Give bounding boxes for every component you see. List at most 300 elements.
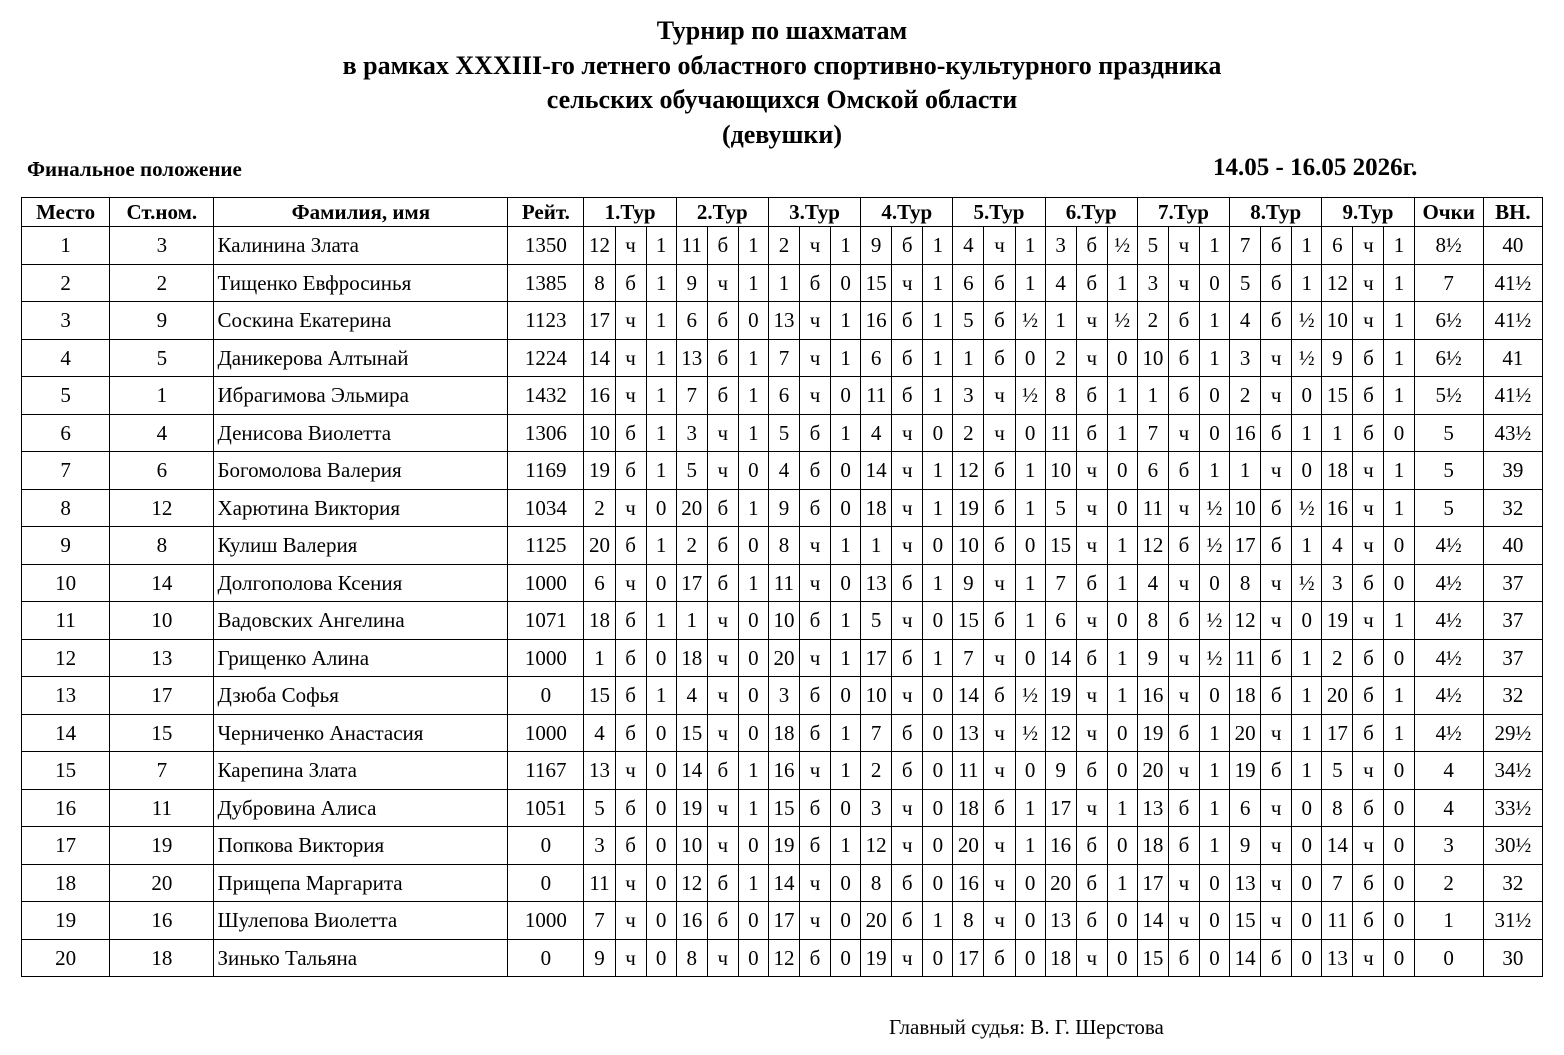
- result-cell: 1: [1107, 377, 1137, 415]
- result-cell: 0: [923, 939, 953, 977]
- result-cell: 1: [738, 789, 768, 827]
- result-cell: 1: [1292, 414, 1322, 452]
- opponent-cell: 14: [676, 752, 707, 790]
- opponent-cell: 11: [1045, 414, 1076, 452]
- result-cell: 0: [646, 789, 676, 827]
- opponent-cell: 14: [768, 864, 799, 902]
- opponent-cell: 14: [861, 452, 892, 490]
- color-cell: ч: [615, 939, 646, 977]
- table-row: [22, 827, 1543, 865]
- result-cell: 1: [646, 452, 676, 490]
- tournament-dates: 14.05 - 16.05 2026г.: [1213, 154, 1418, 181]
- color-cell: б: [1076, 902, 1107, 940]
- color-cell: ч: [707, 414, 738, 452]
- result-cell: 0: [1107, 902, 1137, 940]
- opponent-cell: 1: [584, 639, 615, 677]
- color-cell: ч: [1076, 452, 1107, 490]
- points-cell: 5: [1414, 414, 1483, 452]
- points-cell: 3: [1414, 827, 1483, 865]
- result-cell: 0: [1107, 452, 1137, 490]
- opponent-cell: 6: [1137, 452, 1168, 490]
- color-cell: ч: [1076, 939, 1107, 977]
- place-cell: 11: [22, 602, 110, 640]
- color-cell: б: [799, 714, 830, 752]
- result-cell: 0: [1200, 677, 1230, 715]
- color-cell: б: [1353, 902, 1384, 940]
- opponent-cell: 14: [953, 677, 984, 715]
- opponent-cell: 4: [1230, 302, 1261, 340]
- color-cell: ч: [799, 227, 830, 265]
- result-cell: 1: [738, 264, 768, 302]
- color-cell: б: [1261, 677, 1292, 715]
- result-cell: 1: [1107, 864, 1137, 902]
- color-cell: ч: [1261, 789, 1292, 827]
- opponent-cell: 15: [953, 602, 984, 640]
- color-cell: ч: [984, 377, 1015, 415]
- place-cell: 13: [22, 677, 110, 715]
- opponent-cell: 15: [1045, 527, 1076, 565]
- opponent-cell: 4: [676, 677, 707, 715]
- color-cell: ч: [1353, 452, 1384, 490]
- result-cell: 0: [831, 452, 861, 490]
- opponent-cell: 19: [1137, 714, 1168, 752]
- rating-cell: 1000: [508, 639, 584, 677]
- opponent-cell: 7: [1137, 414, 1168, 452]
- place-cell: 19: [22, 902, 110, 940]
- points-cell: 4½: [1414, 527, 1483, 565]
- color-cell: ч: [615, 339, 646, 377]
- result-cell: 0: [1384, 827, 1414, 865]
- result-cell: 0: [1107, 752, 1137, 790]
- color-cell: б: [615, 827, 646, 865]
- color-cell: б: [1168, 339, 1199, 377]
- result-cell: 1: [646, 377, 676, 415]
- result-cell: 1: [1200, 789, 1230, 827]
- color-cell: б: [799, 414, 830, 452]
- color-cell: б: [1168, 302, 1199, 340]
- color-cell: б: [892, 902, 923, 940]
- rating-cell: 1224: [508, 339, 584, 377]
- result-cell: 1: [1292, 714, 1322, 752]
- color-cell: ч: [1353, 227, 1384, 265]
- color-cell: б: [1353, 377, 1384, 415]
- result-cell: 0: [1384, 864, 1414, 902]
- opponent-cell: 4: [953, 227, 984, 265]
- color-cell: б: [984, 939, 1015, 977]
- player-name-cell: Тищенко Евфросинья: [214, 264, 508, 302]
- color-cell: ч: [1168, 752, 1199, 790]
- color-cell: ч: [615, 864, 646, 902]
- color-cell: ч: [615, 302, 646, 340]
- player-name-cell: Калинина Злата: [214, 227, 508, 265]
- tiebreak-cell: 32: [1483, 489, 1542, 527]
- opponent-cell: 18: [1045, 939, 1076, 977]
- opponent-cell: 13: [584, 752, 615, 790]
- color-cell: ч: [892, 527, 923, 565]
- result-cell: 0: [646, 564, 676, 602]
- color-cell: б: [984, 302, 1015, 340]
- place-cell: 16: [22, 789, 110, 827]
- player-name-cell: Даникерова Алтынай: [214, 339, 508, 377]
- header-round-7: 7.Тур: [1137, 198, 1229, 227]
- result-cell: 0: [738, 639, 768, 677]
- opponent-cell: 9: [676, 264, 707, 302]
- color-cell: б: [1076, 227, 1107, 265]
- opponent-cell: 16: [768, 752, 799, 790]
- header-place: Место: [22, 198, 110, 227]
- table-row: [22, 602, 1543, 640]
- color-cell: б: [892, 864, 923, 902]
- opponent-cell: 3: [768, 677, 799, 715]
- color-cell: ч: [615, 902, 646, 940]
- result-cell: 0: [1384, 639, 1414, 677]
- result-cell: 0: [1292, 452, 1322, 490]
- color-cell: б: [1168, 827, 1199, 865]
- result-cell: 0: [1292, 789, 1322, 827]
- final-standings-label: Финальное положение: [27, 157, 242, 181]
- color-cell: б: [707, 527, 738, 565]
- opponent-cell: 3: [1045, 227, 1076, 265]
- result-cell: ½: [1292, 302, 1322, 340]
- player-name-cell: Богомолова Валерия: [214, 452, 508, 490]
- color-cell: ч: [1353, 827, 1384, 865]
- table-row: [22, 339, 1543, 377]
- opponent-cell: 8: [953, 902, 984, 940]
- rating-cell: 0: [508, 939, 584, 977]
- header-round-3: 3.Тур: [768, 198, 860, 227]
- table-row: [22, 639, 1543, 677]
- player-name-cell: Черниченко Анастасия: [214, 714, 508, 752]
- opponent-cell: 2: [1137, 302, 1168, 340]
- color-cell: ч: [1261, 602, 1292, 640]
- result-cell: 0: [1292, 827, 1322, 865]
- result-cell: 0: [831, 789, 861, 827]
- points-cell: 4: [1414, 752, 1483, 790]
- header-start-number: Ст.ном.: [110, 198, 214, 227]
- result-cell: 1: [1292, 527, 1322, 565]
- result-cell: 0: [1292, 939, 1322, 977]
- result-cell: 1: [1200, 302, 1230, 340]
- opponent-cell: 8: [1322, 789, 1353, 827]
- opponent-cell: 9: [1230, 827, 1261, 865]
- opponent-cell: 7: [676, 377, 707, 415]
- opponent-cell: 19: [1322, 602, 1353, 640]
- color-cell: ч: [1168, 677, 1199, 715]
- player-name-cell: Попкова Виктория: [214, 827, 508, 865]
- result-cell: 1: [1200, 339, 1230, 377]
- color-cell: ч: [1168, 489, 1199, 527]
- result-cell: 0: [923, 677, 953, 715]
- color-cell: б: [892, 227, 923, 265]
- color-cell: ч: [1353, 264, 1384, 302]
- tiebreak-cell: 33½: [1483, 789, 1542, 827]
- color-cell: б: [1353, 677, 1384, 715]
- points-cell: 5: [1414, 452, 1483, 490]
- color-cell: ч: [1353, 939, 1384, 977]
- result-cell: 1: [646, 227, 676, 265]
- result-cell: 0: [1384, 939, 1414, 977]
- color-cell: ч: [707, 714, 738, 752]
- color-cell: б: [707, 489, 738, 527]
- opponent-cell: 18: [1137, 827, 1168, 865]
- color-cell: б: [707, 752, 738, 790]
- color-cell: ч: [1076, 714, 1107, 752]
- opponent-cell: 9: [1137, 639, 1168, 677]
- tiebreak-cell: 37: [1483, 602, 1542, 640]
- color-cell: ч: [707, 639, 738, 677]
- result-cell: 1: [923, 302, 953, 340]
- opponent-cell: 12: [1322, 264, 1353, 302]
- result-cell: 1: [1015, 827, 1045, 865]
- tiebreak-cell: 41½: [1483, 264, 1542, 302]
- result-cell: 0: [1200, 377, 1230, 415]
- result-cell: 1: [646, 339, 676, 377]
- opponent-cell: 13: [768, 302, 799, 340]
- color-cell: б: [615, 714, 646, 752]
- opponent-cell: 16: [584, 377, 615, 415]
- opponent-cell: 13: [953, 714, 984, 752]
- opponent-cell: 7: [1322, 864, 1353, 902]
- result-cell: 1: [646, 677, 676, 715]
- color-cell: ч: [892, 827, 923, 865]
- color-cell: ч: [1076, 527, 1107, 565]
- start-number-cell: 6: [110, 452, 214, 490]
- opponent-cell: 15: [768, 789, 799, 827]
- color-cell: ч: [799, 639, 830, 677]
- points-cell: 4: [1414, 789, 1483, 827]
- result-cell: 0: [1384, 564, 1414, 602]
- result-cell: 1: [1384, 677, 1414, 715]
- result-cell: 0: [646, 827, 676, 865]
- table-row: [22, 414, 1543, 452]
- color-cell: ч: [1353, 302, 1384, 340]
- opponent-cell: 3: [1137, 264, 1168, 302]
- start-number-cell: 17: [110, 677, 214, 715]
- place-cell: 4: [22, 339, 110, 377]
- color-cell: ч: [1168, 902, 1199, 940]
- rating-cell: 1000: [508, 564, 584, 602]
- result-cell: 0: [646, 639, 676, 677]
- title-line-2: в рамках XXXIII-го летнего областного спортивно-культурного праздника: [342, 50, 1222, 80]
- opponent-cell: 3: [1230, 339, 1261, 377]
- result-cell: 1: [1292, 227, 1322, 265]
- opponent-cell: 5: [953, 302, 984, 340]
- result-cell: 0: [923, 602, 953, 640]
- color-cell: б: [1261, 414, 1292, 452]
- opponent-cell: 11: [1322, 902, 1353, 940]
- color-cell: ч: [707, 939, 738, 977]
- color-cell: б: [799, 677, 830, 715]
- opponent-cell: 6: [676, 302, 707, 340]
- rating-cell: 1000: [508, 714, 584, 752]
- opponent-cell: 18: [1230, 677, 1261, 715]
- opponent-cell: 14: [1045, 639, 1076, 677]
- rating-cell: 1385: [508, 264, 584, 302]
- points-cell: 8½: [1414, 227, 1483, 265]
- result-cell: 0: [1015, 939, 1045, 977]
- color-cell: ч: [892, 264, 923, 302]
- title-line-1: Турнир по шахматам: [656, 16, 908, 45]
- header-points: Очки: [1414, 198, 1483, 227]
- opponent-cell: 12: [1137, 527, 1168, 565]
- result-cell: 0: [738, 902, 768, 940]
- rating-cell: 0: [508, 677, 584, 715]
- color-cell: ч: [1168, 564, 1199, 602]
- opponent-cell: 8: [1230, 564, 1261, 602]
- tiebreak-cell: 41: [1483, 339, 1542, 377]
- result-cell: 1: [1384, 302, 1414, 340]
- color-cell: ч: [1168, 414, 1199, 452]
- result-cell: 0: [923, 527, 953, 565]
- opponent-cell: 8: [1045, 377, 1076, 415]
- points-cell: 6½: [1414, 302, 1483, 340]
- opponent-cell: 20: [1137, 752, 1168, 790]
- result-cell: 1: [923, 377, 953, 415]
- opponent-cell: 13: [861, 564, 892, 602]
- color-cell: ч: [1076, 677, 1107, 715]
- table-row: [22, 677, 1543, 715]
- opponent-cell: 12: [953, 452, 984, 490]
- result-cell: 1: [1384, 452, 1414, 490]
- opponent-cell: 7: [953, 639, 984, 677]
- start-number-cell: 7: [110, 752, 214, 790]
- color-cell: б: [1168, 602, 1199, 640]
- start-number-cell: 4: [110, 414, 214, 452]
- points-cell: 2: [1414, 864, 1483, 902]
- player-name-cell: Кулиш Валерия: [214, 527, 508, 565]
- tournament-title: [0, 14, 1564, 152]
- color-cell: б: [1261, 527, 1292, 565]
- result-cell: 0: [831, 902, 861, 940]
- opponent-cell: 4: [1045, 264, 1076, 302]
- color-cell: ч: [1261, 564, 1292, 602]
- result-cell: 0: [1384, 902, 1414, 940]
- result-cell: 0: [1384, 414, 1414, 452]
- opponent-cell: 16: [1230, 414, 1261, 452]
- header-row: [22, 198, 1543, 227]
- place-cell: 17: [22, 827, 110, 865]
- opponent-cell: 11: [1137, 489, 1168, 527]
- result-cell: 0: [646, 714, 676, 752]
- result-cell: 0: [646, 902, 676, 940]
- opponent-cell: 5: [676, 452, 707, 490]
- result-cell: 0: [831, 939, 861, 977]
- place-cell: 2: [22, 264, 110, 302]
- color-cell: ч: [615, 489, 646, 527]
- result-cell: 1: [738, 377, 768, 415]
- table-row: [22, 489, 1543, 527]
- rating-cell: 1306: [508, 414, 584, 452]
- color-cell: б: [892, 302, 923, 340]
- color-cell: ч: [1261, 714, 1292, 752]
- rating-cell: 1167: [508, 752, 584, 790]
- opponent-cell: 16: [676, 902, 707, 940]
- table-row: [22, 302, 1543, 340]
- color-cell: ч: [1353, 752, 1384, 790]
- result-cell: 1: [1200, 752, 1230, 790]
- result-cell: 1: [1107, 564, 1137, 602]
- place-cell: 14: [22, 714, 110, 752]
- result-cell: ½: [1107, 227, 1137, 265]
- color-cell: ч: [984, 414, 1015, 452]
- result-cell: ½: [1292, 489, 1322, 527]
- opponent-cell: 20: [1322, 677, 1353, 715]
- opponent-cell: 9: [953, 564, 984, 602]
- result-cell: 0: [1015, 864, 1045, 902]
- opponent-cell: 20: [953, 827, 984, 865]
- opponent-cell: 9: [861, 227, 892, 265]
- color-cell: б: [984, 677, 1015, 715]
- tiebreak-cell: 40: [1483, 227, 1542, 265]
- color-cell: ч: [1168, 264, 1199, 302]
- opponent-cell: 9: [768, 489, 799, 527]
- tiebreak-cell: 34½: [1483, 752, 1542, 790]
- rating-cell: 1125: [508, 527, 584, 565]
- color-cell: ч: [799, 902, 830, 940]
- opponent-cell: 17: [768, 902, 799, 940]
- table-row: [22, 264, 1543, 302]
- opponent-cell: 20: [584, 527, 615, 565]
- points-cell: 5½: [1414, 377, 1483, 415]
- tiebreak-cell: 41½: [1483, 302, 1542, 340]
- opponent-cell: 4: [768, 452, 799, 490]
- result-cell: 0: [646, 489, 676, 527]
- player-name-cell: Дзюба Софья: [214, 677, 508, 715]
- opponent-cell: 7: [768, 339, 799, 377]
- result-cell: 1: [831, 714, 861, 752]
- table-row: [22, 864, 1543, 902]
- result-cell: 0: [831, 564, 861, 602]
- start-number-cell: 1: [110, 377, 214, 415]
- opponent-cell: 11: [1230, 639, 1261, 677]
- opponent-cell: 20: [1230, 714, 1261, 752]
- result-cell: 0: [1015, 339, 1045, 377]
- start-number-cell: 15: [110, 714, 214, 752]
- opponent-cell: 19: [768, 827, 799, 865]
- result-cell: 0: [738, 527, 768, 565]
- result-cell: 0: [1107, 489, 1137, 527]
- color-cell: б: [707, 564, 738, 602]
- opponent-cell: 13: [1045, 902, 1076, 940]
- header-round-1: 1.Тур: [584, 198, 676, 227]
- opponent-cell: 7: [584, 902, 615, 940]
- color-cell: б: [707, 377, 738, 415]
- opponent-cell: 20: [861, 902, 892, 940]
- header-round-6: 6.Тур: [1045, 198, 1137, 227]
- color-cell: б: [799, 827, 830, 865]
- opponent-cell: 4: [1137, 564, 1168, 602]
- color-cell: ч: [799, 564, 830, 602]
- color-cell: б: [1353, 864, 1384, 902]
- result-cell: 1: [1015, 602, 1045, 640]
- result-cell: 0: [646, 864, 676, 902]
- color-cell: б: [1261, 302, 1292, 340]
- opponent-cell: 3: [953, 377, 984, 415]
- opponent-cell: 20: [1045, 864, 1076, 902]
- start-number-cell: 10: [110, 602, 214, 640]
- result-cell: 0: [923, 752, 953, 790]
- header-round-2: 2.Тур: [676, 198, 768, 227]
- opponent-cell: 13: [1137, 789, 1168, 827]
- opponent-cell: 20: [768, 639, 799, 677]
- color-cell: б: [799, 602, 830, 640]
- result-cell: 0: [1015, 752, 1045, 790]
- color-cell: ч: [1353, 489, 1384, 527]
- color-cell: ч: [892, 452, 923, 490]
- result-cell: 1: [646, 264, 676, 302]
- opponent-cell: 16: [861, 302, 892, 340]
- result-cell: ½: [1200, 489, 1230, 527]
